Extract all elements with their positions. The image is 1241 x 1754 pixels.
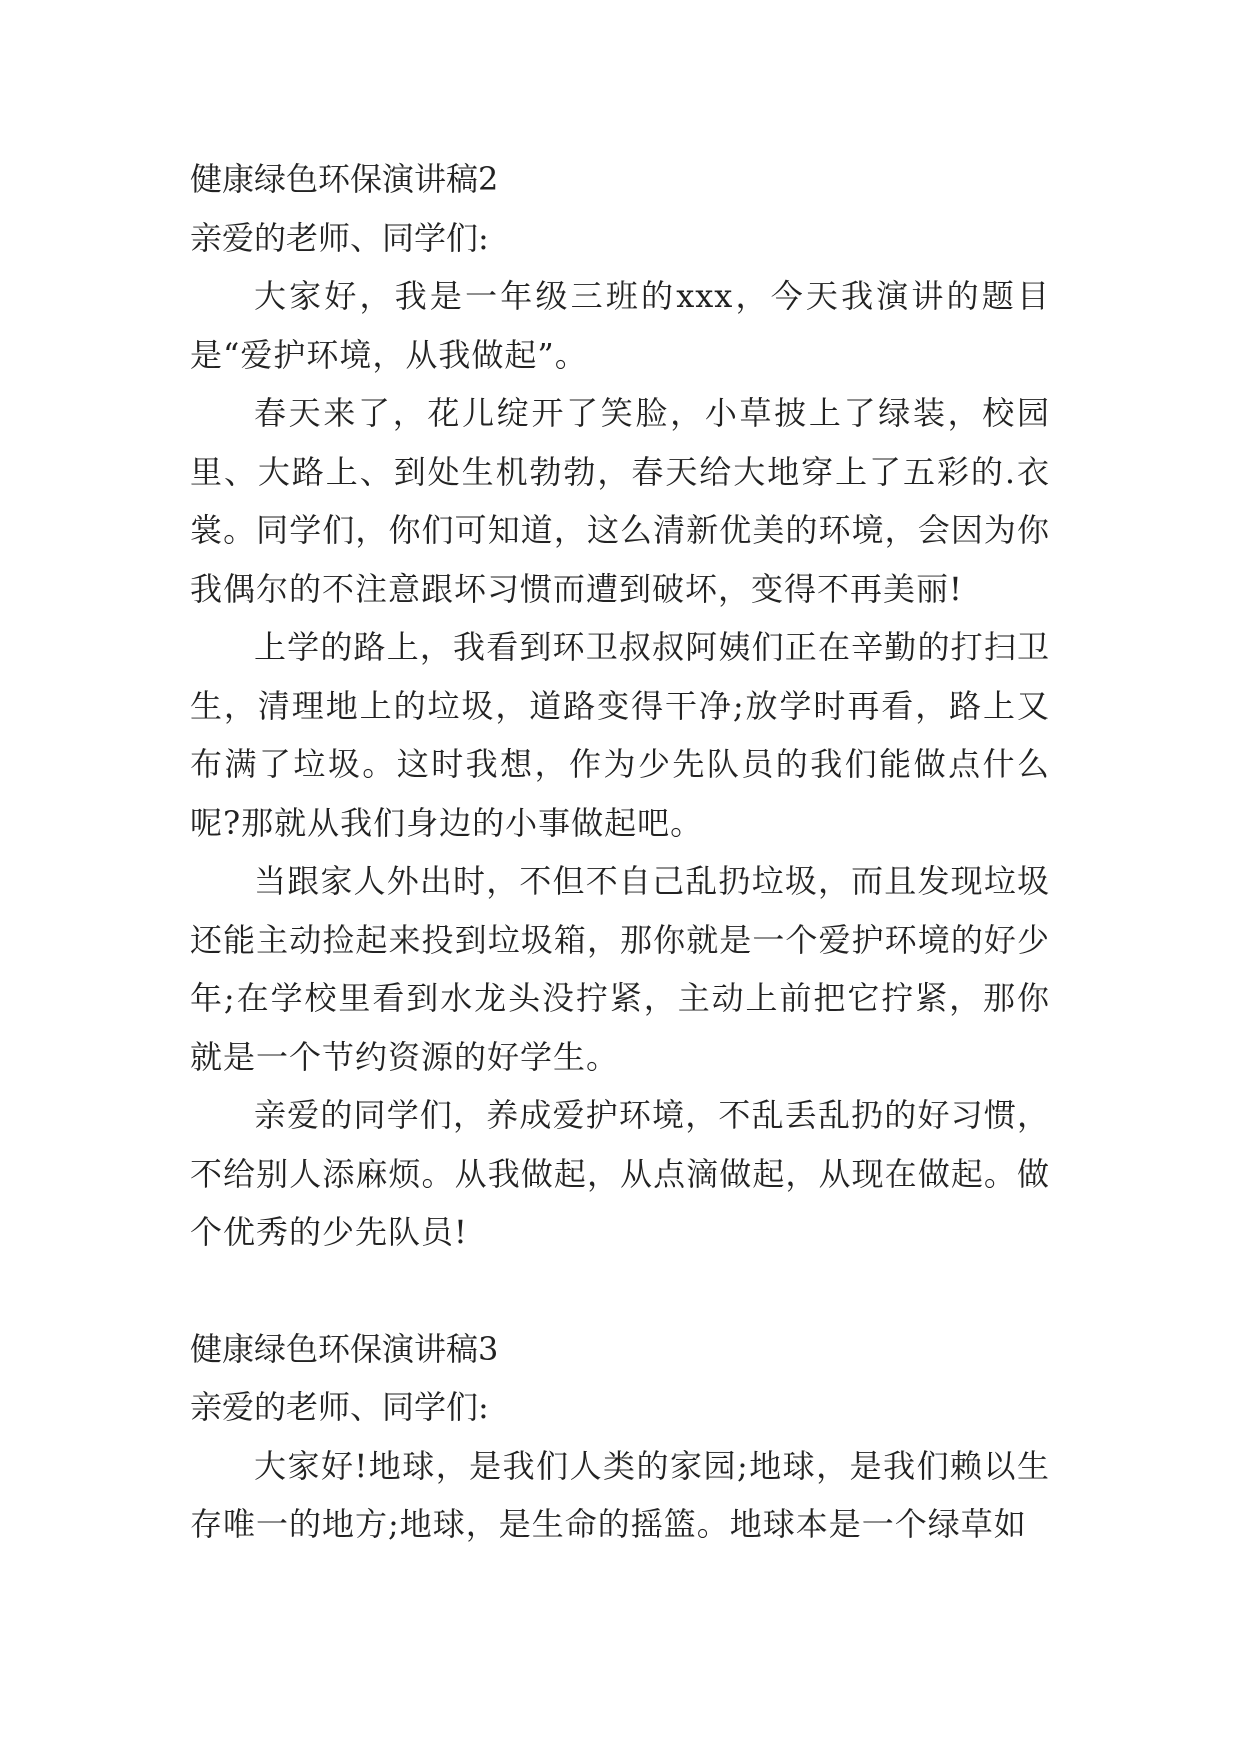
- paragraph: 上学的路上，我看到环卫叔叔阿姨们正在辛勤的打扫卫生，清理地上的垃圾，道路变得干净;放学时再看，路上又布满了垃圾。这时我想，作为少先队员的我们能做点什么呢?那就从我们身边的小事做起吧。: [190, 628, 1050, 842]
- document-body: [190, 150, 1050, 1554]
- paragraph: 当跟家人外出时，不但不自己乱扔垃圾，而且发现垃圾还能主动捡起来投到垃圾箱，那你就是一个爱护环境的好少年;在学校里看到水龙头没拧紧，主动上前把它拧紧，那你就是一个节约资源的好学生。: [190, 862, 1050, 1076]
- paragraph: 春天来了，花儿绽开了笑脸，小草披上了绿装，校园里、大路上、到处生机勃勃，春天给大地穿上了五彩的.衣裳。同学们，你们可知道，这么清新优美的环境，会因为你我偶尔的不注意跟坏习惯而遭到破坏，变得不再美丽!: [190, 394, 1050, 608]
- section-title: 健康绿色环保演讲稿2: [190, 160, 499, 198]
- salutation: 亲爱的老师、同学们:: [190, 1388, 489, 1426]
- section-gap: [190, 1262, 1050, 1320]
- paragraph: 大家好!地球，是我们人类的家园;地球，是我们赖以生存唯一的地方;地球，是生命的摇篮。地球本是一个绿草如: [190, 1446, 1050, 1543]
- salutation: 亲爱的老师、同学们:: [190, 218, 489, 257]
- paragraph: 大家好，我是一年级三班的xxx，今天我演讲的题目是“爱护环境，从我做起”。: [190, 277, 1050, 374]
- paragraph: 亲爱的同学们，养成爱护环境，不乱丢乱扔的好习惯，不给别人添麻烦。从我做起，从点滴做起，从现在做起。做个优秀的少先队员!: [190, 1096, 1050, 1251]
- section-title: 健康绿色环保演讲稿3: [190, 1329, 499, 1368]
